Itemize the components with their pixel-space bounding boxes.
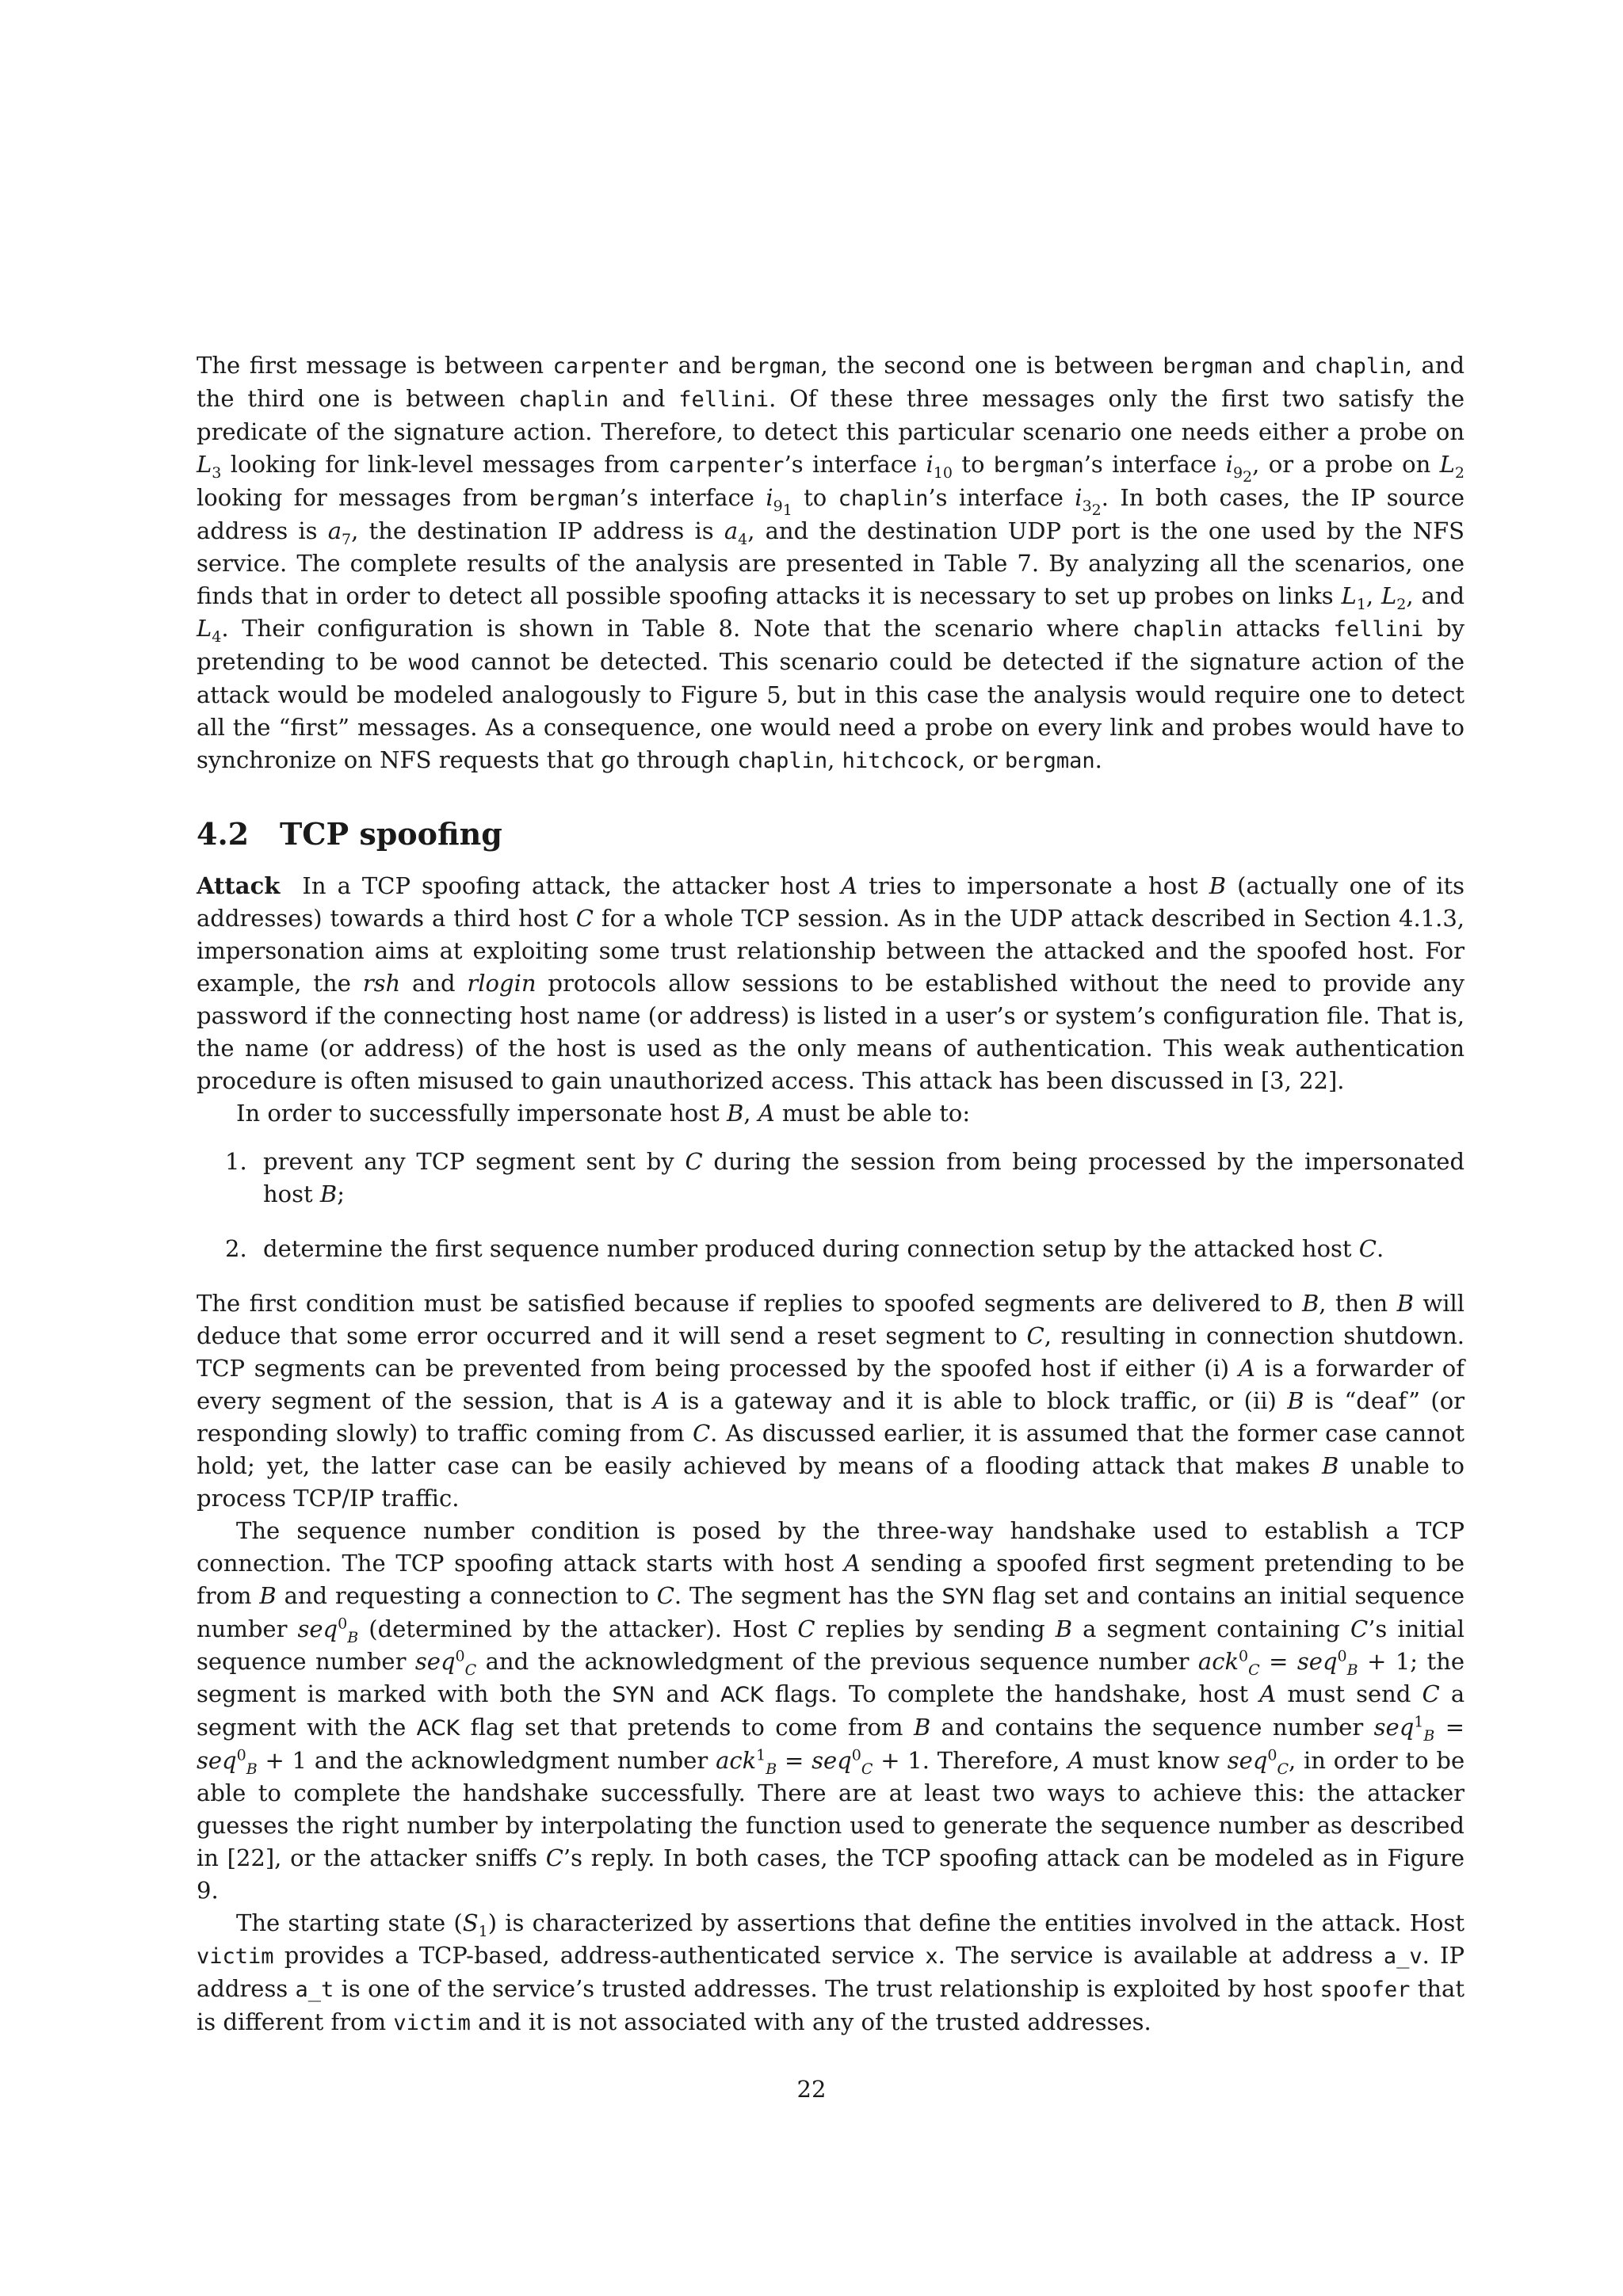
text: = [785,1747,804,1774]
text: must send [1287,1680,1411,1707]
math-sub: C [464,1661,477,1679]
text: ’s initial sequence number [197,1615,1465,1675]
math-var: A [758,1100,775,1127]
math-var: C [797,1615,815,1642]
math-sub: 7 [342,530,352,548]
text: , [1365,582,1374,609]
text: is a gateway and it is able to block traffic, or (ii) [680,1387,1277,1414]
math-sup: 0 [455,1647,465,1665]
text: ’s interface [928,484,1064,511]
math-var: B [1301,1290,1319,1317]
text: , and [1406,582,1465,609]
text: and [1262,352,1306,379]
host-name: carpenter [668,453,785,478]
math-var: B [1322,1452,1339,1479]
text: tries to impersonate a host [869,872,1198,899]
text: ’s interface [619,484,754,511]
host-name: chaplin [518,387,609,412]
math-sub: 2 [1396,595,1407,613]
host-name: carpenter [552,354,669,379]
text: prevent any TCP segment sent by [263,1148,674,1175]
text: and the acknowledgment of the previous sequence number [485,1648,1190,1675]
identifier: x [925,1944,938,1969]
text: and contains the sequence number [941,1714,1364,1741]
flag-name: ACK [416,1716,460,1741]
text: sending a spoofed first segment pretending to be from [197,1550,1465,1609]
math-sub: 10 [933,463,953,482]
text: attacks [1235,615,1320,642]
text: In order to successfully impersonate host [236,1100,720,1127]
text: , or [957,746,998,773]
math-var: C [545,1844,563,1871]
math-var: B [1055,1615,1073,1642]
text: ) is characterized by assertions that define the entities involved in the attack. Host [487,1909,1465,1936]
math-var: S [462,1909,479,1936]
host-name: bergman [529,486,620,511]
math-var: i [1075,484,1083,511]
math-var: L [197,615,212,642]
requirements-list [197,1146,1465,1265]
text: + 1 [1367,1648,1411,1675]
text: In a TCP spoofing attack, the attacker host [302,872,831,899]
host-name: chaplin [1132,617,1223,642]
text: . As discussed earlier, it is assumed that the former case cannot hold; yet, the latter case can be easily achieved by means of a flooding attack that makes [197,1420,1465,1479]
math-var: B [1209,872,1227,899]
text: during the session from being processed by the impersonated host [263,1148,1465,1207]
math-sup: 1 [756,1746,766,1764]
text: . IP address [197,1942,1465,2002]
text: is one of the service’s trusted addresses. The trust relationship is exploited by host [341,1975,1313,2002]
math-var: i [1225,451,1233,478]
paragraph-first-condition [197,1287,1465,1515]
math-sup: 0 [851,1746,861,1764]
math-sub: 2 [1454,463,1465,482]
math-sub: 1 [478,1922,488,1940]
math-var: C [575,905,594,932]
paragraph-requirements [197,1097,1465,1130]
text: ’s interface [784,451,918,478]
text: (actually one of its addresses) towards a third host [197,872,1465,932]
identifier: a_v [1383,1944,1423,1969]
math-var: a [724,517,739,544]
text: to [961,451,985,478]
host-name: chaplin [737,749,828,773]
text: . Therefore, [922,1747,1060,1774]
text: determine the first sequence number produced during connection setup by the attacked host [263,1235,1352,1262]
text: provides a TCP-based, address-authenticated service [284,1942,915,1969]
math-var: B [913,1714,931,1741]
math-var: seq [297,1615,338,1642]
section-number: 4.2 [197,816,250,852]
text: cannot be detected. This scenario could be detected if the signature action of the attack would be modeled analogously to Figure 5, but in this case the analysis would require one to detect all the “first” messages. As a consequence, one would need a probe on every link and probes would have to synchronize on NFS requests that go through [197,648,1465,773]
text: The starting state ( [236,1909,463,1936]
math-sup: 0 [1239,1647,1249,1665]
host-name: bergman [1004,749,1095,773]
text: is “deaf” (or responding slowly) to traffic coming from [197,1387,1465,1447]
text: = [1445,1714,1465,1741]
math-var: C [1422,1680,1440,1707]
text: . Their configuration is shown in Table 8. Note that the scenario where [221,615,1120,642]
text: , the second one is between [820,352,1154,379]
text: must be able to: [781,1100,971,1127]
text: , and the destination UDP port is the one used by the NFS service. The complete results of the analysis are presented in Table 7. By analyzing all the scenarios, one finds that in order to detect all possible spoofing attacks it is necessary to set up probes on links [197,517,1465,609]
paragraph-lead: Attack [197,872,281,899]
text: protocols allow sessions to be established without the need to provide any password if the connecting host name (or address) is listed in a user’s or system’s configuration file. That is, the name (or address) of the host is used as the only means of authentication. This weak authentication procedure is often misused to gain unauthorized access. This attack has been discussed in [3, 22]. [197,970,1465,1094]
text: flags. To complete the handshake, host [774,1680,1249,1707]
text: looking for messages from [197,484,518,511]
section-title: TCP spoofing [280,816,502,852]
host-name: wood [408,650,460,675]
text: is a forwarder of every segment of the session, that is [197,1355,1465,1414]
identifier: victim [393,2011,471,2035]
math-sub: C [861,1760,873,1778]
text: , and the third one is between [197,352,1465,412]
list-number: 1. [225,1148,247,1175]
math-sub: 4 [738,530,748,548]
identifier: spoofer [1319,1978,1411,2002]
text: , [827,746,835,773]
text: ; the segment is marked with both the [197,1648,1465,1707]
text: . The service is available at address [938,1942,1373,1969]
identifier: victim [197,1944,274,1969]
text: a segment containing [1083,1615,1340,1642]
math-var: B [1287,1387,1304,1414]
paragraph-sequence-number [197,1515,1465,1907]
host-name: bergman [730,354,821,379]
math-var: seq [1296,1648,1338,1675]
text: , in order to be able to complete the handshake successfully. There are at least two ways to achieve this: the attacker guesses the right number by interpolating the function used to generate the sequence number as described in [22], or the attacker sniffs [197,1747,1465,1871]
text: , or a probe on [1252,451,1431,478]
list-item [197,1146,1465,1211]
host-name: fellini [678,387,769,412]
math-var: seq [1227,1747,1268,1774]
text: and [412,970,456,997]
math-sub: 2 [1091,501,1102,519]
text: , then [1319,1290,1388,1317]
text: The first message is between [197,352,544,379]
text: The sequence number condition is posed by the three-way handshake used to establish a TCP connection. The TCP spoofing attack starts with host [197,1517,1465,1577]
math-var: L [1341,582,1357,609]
text: and requesting a connection to [284,1582,649,1609]
math-sub: 2 [1243,467,1253,486]
text: The first condition must be satisfied because if replies to spoofed segments are delivered to [197,1290,1293,1317]
text: ’s interface [1083,451,1217,478]
text: a segment with the [197,1680,1465,1741]
list-item [197,1233,1465,1265]
protocol-name: rlogin [467,970,537,997]
math-var: seq [414,1648,456,1675]
math-sub: 9 [773,497,783,515]
section-heading [197,816,502,852]
host-name: hitchcock [842,749,958,773]
page-number: 22 [796,2076,827,2103]
host-name: fellini [1333,617,1424,642]
text: ; [337,1180,345,1207]
text: = [1269,1648,1289,1675]
text: replies by sending [825,1615,1045,1642]
text: . In both cases, the IP source address is [197,484,1465,544]
text: that is different from [197,1975,1465,2035]
paragraph-starting-state [197,1907,1465,2039]
math-var: seq [1373,1714,1415,1741]
math-sub: 1 [1356,595,1366,613]
text: flag set that pretends to come from [470,1714,903,1741]
math-sub: 3 [212,463,222,482]
math-sub: B [766,1760,777,1778]
host-name: bergman [993,453,1084,478]
text: , [743,1100,751,1127]
text: . Of these three messages only the first two satisfy the predicate of the signature action. Therefore, to detect this particular scenario one needs either a probe on [197,385,1465,445]
math-sub: B [1423,1726,1435,1745]
math-var: L [1381,582,1397,609]
math-var: L [1439,451,1455,478]
math-sub: 9 [1232,463,1243,482]
text: (determined by the attacker). Host [369,1615,788,1642]
math-var: C [692,1420,711,1447]
math-var: C [656,1582,674,1609]
protocol-name: rsh [362,970,401,997]
math-var: ack [716,1747,757,1774]
math-var: i [766,484,773,511]
text: , resulting in connection shutdown. TCP segments can be prevented from being processed by the spoofed host if either (i) [197,1322,1465,1382]
paragraph-attack [197,870,1465,1097]
math-sub: 3 [1082,497,1092,515]
math-var: A [652,1387,670,1414]
math-var: C [1350,1615,1369,1642]
math-var: A [1259,1680,1277,1707]
text: looking for link-level messages from [230,451,659,478]
math-var: C [685,1148,703,1175]
body-text [197,870,1465,2039]
text: and [678,352,722,379]
math-var: B [259,1582,277,1609]
math-sub: B [347,1628,359,1646]
text: . The segment has the [674,1582,934,1609]
math-var: i [926,451,934,478]
math-sup: 0 [1267,1746,1277,1764]
host-name: chaplin [1314,354,1405,379]
math-sub: B [246,1760,258,1778]
math-sub: B [1346,1661,1358,1679]
text: unable to process TCP/IP traffic. [197,1452,1465,1512]
text: , the destination IP address is [351,517,714,544]
identifier: a_t [295,1978,334,2002]
text: + 1 [265,1747,307,1774]
text: to [804,484,827,511]
text: and [666,1680,709,1707]
math-sup: 0 [338,1615,348,1633]
host-name: chaplin [838,486,929,511]
math-var: a [327,517,342,544]
text: . [1094,746,1102,773]
paragraph-nfs-analysis [197,349,1465,777]
math-sub: 4 [212,627,222,646]
math-var: B [319,1180,338,1207]
text: will deduce that some error occurred and it will send a reset segment to [197,1290,1465,1349]
math-var: A [1238,1355,1255,1382]
math-sup: 0 [1337,1647,1347,1665]
math-sub: C [1277,1760,1289,1778]
flag-name: SYN [612,1683,655,1707]
text: . [1377,1235,1384,1262]
flag-name: ACK [720,1683,764,1707]
text: flag set and contains an initial sequence number [197,1582,1465,1642]
math-sup: 0 [236,1746,246,1764]
text: ’s reply. In both cases, the TCP spoofing attack can be modeled as in Figure 9. [197,1844,1465,1904]
text: by pretending to be [197,615,1465,675]
math-var: B [726,1100,744,1127]
text: and the acknowledgment number [314,1747,708,1774]
host-name: bergman [1163,354,1254,379]
math-sub: 1 [782,501,792,519]
text: for a whole TCP session. As in the UDP attack described in Section 4.1.3, impersonation aims at exploiting some trust relationship between the attacked and the spoofed host. For example, the [197,905,1465,997]
math-var: C [1358,1235,1377,1262]
math-var: A [1067,1747,1085,1774]
math-sup: 1 [1414,1713,1424,1731]
text: and it is not associated with any of the trusted addresses. [478,2008,1151,2035]
math-var: A [843,1550,861,1577]
flag-name: SYN [941,1585,985,1609]
math-var: L [197,451,212,478]
math-sub: C [1248,1661,1260,1679]
text: + 1 [880,1747,922,1774]
math-var: B [1396,1290,1414,1317]
math-var: C [1026,1322,1044,1349]
math-var: A [841,872,858,899]
list-number: 2. [225,1235,247,1262]
text: must know [1091,1747,1220,1774]
text: and [621,385,666,412]
math-var: ack [1197,1648,1239,1675]
math-var: seq [812,1747,852,1774]
math-var: seq [197,1747,237,1774]
